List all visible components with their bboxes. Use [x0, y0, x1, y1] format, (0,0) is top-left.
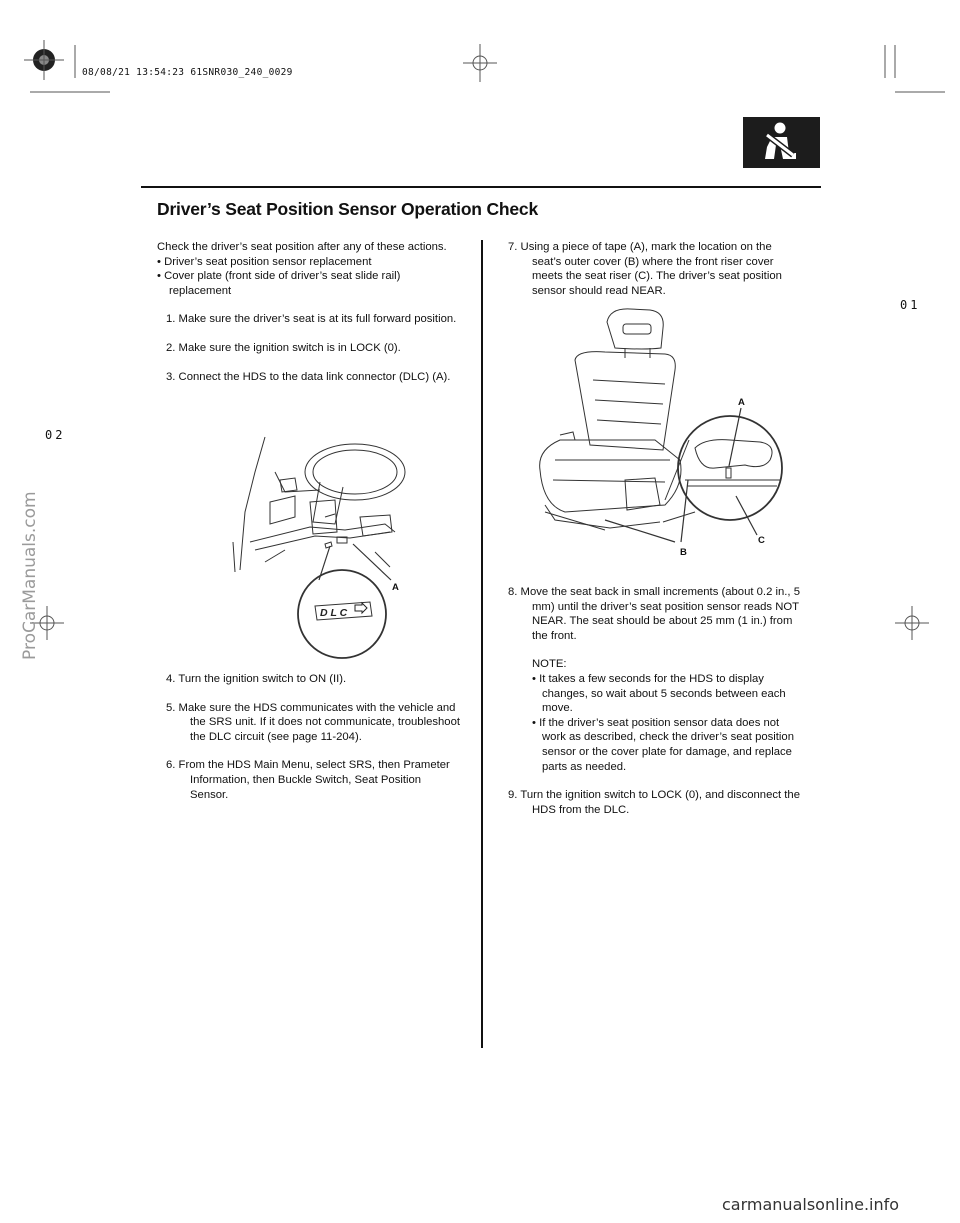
note-item: • If the driver’s seat position sensor data does not work as described, check the driver’s seat position sensor or the cover plate for damage, and replace parts as needed.: [532, 716, 795, 773]
bullet-item: • Driver’s seat position sensor replacement: [157, 255, 372, 268]
intro-text: Check the driver’s seat position after any of these actions.: [157, 241, 447, 253]
step-2: 2. Make sure the ignition switch is in LOCK (0).: [166, 341, 401, 354]
note-item: • It takes a few seconds for the HDS to display changes, so wait about 5 seconds between each move.: [532, 672, 786, 715]
step-5: 5. Make sure the HDS communicates with the vehicle and the SRS unit. If it does not communicate, troubleshoot the DLC circuit (see page 11-204).: [166, 701, 461, 743]
step-4: 4. Turn the ignition switch to ON (II).: [166, 673, 347, 685]
right-column-rest: [508, 585, 806, 817]
seat-figure-label-a: A: [738, 397, 745, 408]
seat-belt-icon: [743, 117, 820, 168]
step-1: 1. Make sure the driver’s seat is at its full forward position.: [166, 313, 457, 326]
note-text: If the driver’s seat position sensor data does not work as described, check the driver’s seat position sensor or the cover plate for damage, and replace parts as needed.: [539, 716, 795, 773]
dlc-location-figure: [225, 432, 410, 660]
seat-figure-label-b: B: [680, 547, 687, 558]
bullet-text: Driver’s seat position sensor replacement: [164, 255, 372, 268]
step-6: 6. From the HDS Main Menu, select SRS, then Prameter Information, then Buckle Switch, Seat Position Sensor.: [166, 759, 450, 801]
margin-mark-left: 02: [45, 428, 66, 442]
figure-label-a: A: [392, 582, 399, 593]
arrow-icon: [355, 603, 367, 613]
bullet-text: Cover plate (front side of driver’s seat slide rail) replacement: [164, 270, 401, 297]
right-column-step7: [508, 240, 804, 298]
left-column: [157, 240, 462, 384]
bullet-item: • Cover plate (front side of driver’s seat slide rail) replacement: [157, 270, 401, 297]
column-divider: [481, 240, 483, 1048]
left-steps-b: [166, 672, 462, 802]
print-timestamp: 08/08/21 13:54:23 61SNR030_240_0029: [82, 67, 293, 78]
seat-figure-label-c: C: [758, 535, 765, 546]
step-9: 9. Turn the ignition switch to LOCK (0), and disconnect the HDS from the DLC.: [508, 789, 800, 816]
footer-watermark: carmanualsonline.info: [722, 1195, 900, 1214]
side-watermark: ProCarManuals.com: [20, 491, 40, 660]
margin-mark-right: 01: [900, 298, 921, 312]
seat-figure: [515, 300, 790, 555]
step-3: 3. Connect the HDS to the data link connector (DLC) (A).: [166, 370, 451, 383]
step-7: 7. Using a piece of tape (A), mark the location on the seat’s outer cover (B) where the front riser cover meets the seat riser (C). The driver’s seat position sensor should read NEAR.: [508, 241, 782, 297]
page-title: Driver’s Seat Position Sensor Operation Check: [157, 199, 538, 219]
step-8: 8. Move the seat back in small increments (about 0.2 in., 5 mm) until the driver’s seat position sensor reads NOT NEAR. The seat should be about 25 mm (1 in.) from the front.: [508, 586, 800, 642]
header-rule: [141, 186, 821, 188]
dlc-label: D L C: [320, 607, 348, 619]
note-text: It takes a few seconds for the HDS to display changes, so wait about 5 seconds between each move.: [539, 672, 786, 715]
note-label: NOTE:: [532, 658, 567, 671]
